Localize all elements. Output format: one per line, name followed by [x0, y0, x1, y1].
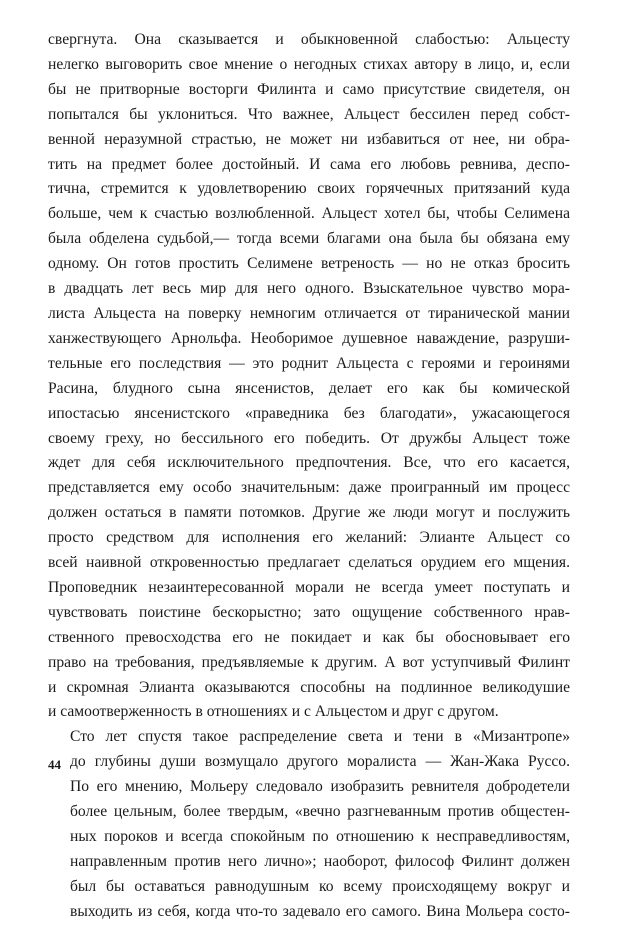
- text-line: право на требования, предъявляемые к другим. А вот уступчивый Филинт: [48, 653, 570, 671]
- text-line: своему греху, но бессильного его победить. От дружбы Альцест тоже: [48, 429, 570, 447]
- text-line: ханжествующего Арнольфа. Необоримое душевное наваждение, разруши-: [48, 329, 570, 347]
- text-line: больше, чем к счастью возлюбленной. Альцест хотел бы, чтобы Селимена: [48, 205, 570, 223]
- text-line: и самоотверженность в отношениях и с Альцестом и друг с другом.: [48, 703, 499, 721]
- text-line: был бы оставаться равнодушным ко всему происходящему вокруг и: [70, 877, 570, 895]
- text-line: ных пороков и всегда спокойным по отношению к несправедливостям,: [70, 828, 570, 845]
- text-line: чувствовать поистине бескорыстно; зато ощущение собственного нрав-: [48, 603, 570, 621]
- paragraph-1: [48, 28, 570, 725]
- text-line: представляется ему особо значительным: даже проигранный им процесс: [48, 479, 570, 497]
- text-line: листа Альцеста на поверку немногим отличается от тиранической мании: [48, 304, 570, 322]
- text-line: и скромная Элианта оказываются способны на подлинное великодушие: [48, 678, 570, 696]
- text-line: до глубины души возмущало другого моралиста — Жан-Жака Руссо.: [70, 753, 570, 771]
- text-line: тить на предмет более достойный. И сама его любовь ревнива, деспо-: [48, 155, 570, 173]
- text-line: Расина, блудного сына янсенистов, делает его как бы комической: [48, 379, 570, 397]
- text-line: всей наивной откровенностью предлагает сделаться орудием его мщения.: [48, 554, 570, 572]
- text-line: бы не притворные восторги Филинта и само присутствие свидетеля, он: [48, 80, 570, 98]
- text-line: Проповедник незаинтересованной морали не всегда умеет поступать и: [48, 578, 570, 596]
- text-line: выходить из себя, когда что-то задевало его самого. Вина Мольера состо-: [70, 902, 570, 920]
- text-line: должен остаться в памяти потомков. Другие же люди могут и послужить: [48, 504, 570, 522]
- text-line: ипостасью янсенистского «праведника без благодати», ужасающегося: [48, 404, 570, 422]
- text-line: попытался бы уклониться. Что важнее, Альцест бессилен перед собст-: [48, 105, 570, 123]
- text-line: Сто лет спустя такое распределение света и тени в «Мизантропе»: [70, 728, 570, 746]
- text-line: ждет для себя исключительного предпочтения. Все, что его касается,: [48, 454, 570, 472]
- text-line: тична, стремится к удовлетворению своих горячечных притязаний куда: [48, 180, 570, 198]
- text-line: была обделена судьбой,— тогда всеми благами она была бы обязана ему: [48, 230, 570, 248]
- text-line: венной неразумной страстью, не может ни избавиться от нее, ни обра-: [48, 130, 570, 148]
- text-line: нелегко выговорить свое мнение о негодных стихах автору в лицо, и, если: [48, 55, 570, 73]
- body-text: [48, 28, 570, 925]
- text-line: более цельным, более твердым, «вечно разгневанным против общестен-: [70, 803, 570, 821]
- text-line: По его мнению, Мольеру следовало изобразить ревнителя добродетели: [70, 778, 570, 796]
- text-line: в двадцать лет весь мир для него одного. Взыскательное чувство мора-: [48, 280, 570, 298]
- text-line: просто средством для исполнения его желаний: Элианте Альцест со: [48, 529, 570, 547]
- text-line: ственного превосходства его не покидает и как бы обосновывает его: [48, 628, 570, 646]
- text-line: свергнута. Она сказывается и обыкновенной слабостью: Альцесту: [48, 31, 570, 48]
- page-number: 44: [48, 757, 61, 772]
- text-line: тельные его последствия — это роднит Альцеста с героями и героинями: [48, 354, 570, 372]
- text-line: направленным против него лично»; наоборот, философ Филинт должен: [70, 852, 570, 870]
- paragraph-2: [48, 725, 570, 924]
- text-line: одному. Он готов простить Селимене ветреность — но не отказ бросить: [48, 255, 570, 273]
